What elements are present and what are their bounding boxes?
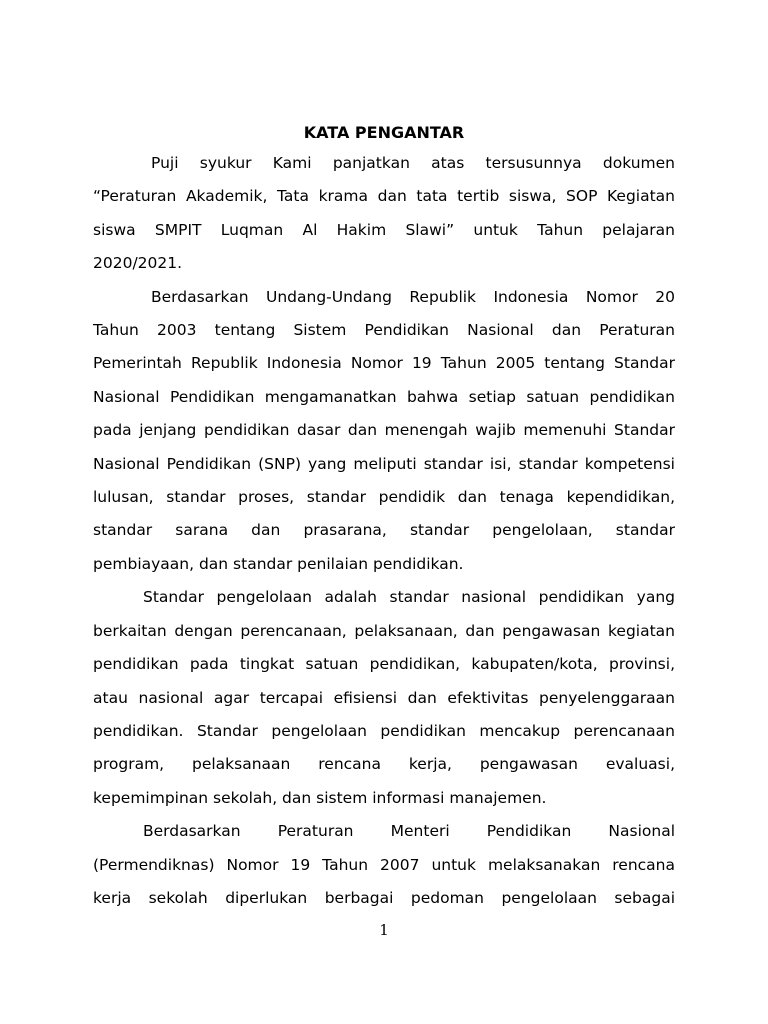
paragraph-line: (Permendiknas) Nomor 19 Tahun 2007 untuk melaksanakan rencana [93, 855, 675, 874]
paragraph-line: kepemimpinan sekolah, dan sistem informasi manajemen. [93, 788, 547, 807]
paragraph-line: Puji syukur Kami panjatkan atas tersusunnya dokumen [151, 154, 675, 172]
paragraph-line: Pemerintah Republik Indonesia Nomor 19 Tahun 2005 tentang Standar [93, 354, 675, 373]
paragraph-line: pendidikan pada tingkat satuan pendidikan, kabupaten/kota, provinsi, [93, 655, 675, 674]
paragraph-line: berkaitan dengan perencanaan, pelaksanaan, dan pengawasan kegiatan [93, 621, 675, 640]
paragraph-2 [93, 281, 675, 582]
paragraph-line: lulusan, standar proses, standar pendidik dan tenaga kependidikan, [93, 488, 675, 507]
paragraph-line: pendidikan. Standar pengelolaan pendidikan mencakup perencanaan [93, 721, 675, 740]
document-page [93, 118, 675, 915]
paragraph-line: program, pelaksanaan rencana kerja, pengawasan evaluasi, [93, 755, 675, 774]
paragraph-line: kerja sekolah diperlukan berbagai pedoman pengelolaan sebagai [93, 888, 675, 907]
paragraph-line: siswa SMPIT Luqman Al Hakim Slawi” untuk Tahun pelajaran [93, 220, 675, 239]
paragraph-line: Berdasarkan Peraturan Menteri Pendidikan Nasional [143, 822, 675, 841]
paragraph-line: pembiayaan, dan standar penilaian pendidikan. [93, 554, 464, 573]
paragraph-1 [93, 147, 675, 281]
paragraph-4 [93, 815, 675, 915]
paragraph-line: Nasional Pendidikan (SNP) yang meliputi standar isi, standar kompetensi [93, 454, 675, 473]
document-title: KATA PENGANTAR [303, 123, 465, 142]
paragraph-line: pada jenjang pendidikan dasar dan menengah wajib memenuhi Standar [93, 421, 675, 440]
paragraph-3 [93, 581, 675, 815]
paragraph-line: Standar pengelolaan adalah standar nasional pendidikan yang [143, 588, 675, 607]
paragraph-line: standar sarana dan prasarana, standar pengelolaan, standar [93, 521, 675, 540]
paragraph-line: Berdasarkan Undang-Undang Republik Indonesia Nomor 20 [151, 287, 675, 306]
paragraph-line: “Peraturan Akademik, Tata krama dan tata tertib siswa, SOP Kegiatan [93, 187, 675, 206]
paragraph-line: Nasional Pendidikan mengamanatkan bahwa setiap satuan pendidikan [93, 387, 675, 406]
paragraph-line: Tahun 2003 tentang Sistem Pendidikan Nasional dan Peraturan [93, 321, 675, 340]
page-number: 1 [379, 921, 389, 939]
paragraph-line: atau nasional agar tercapai efisiensi dan efektivitas penyelenggaraan [93, 688, 675, 707]
paragraph-line: 2020/2021. [93, 254, 183, 273]
